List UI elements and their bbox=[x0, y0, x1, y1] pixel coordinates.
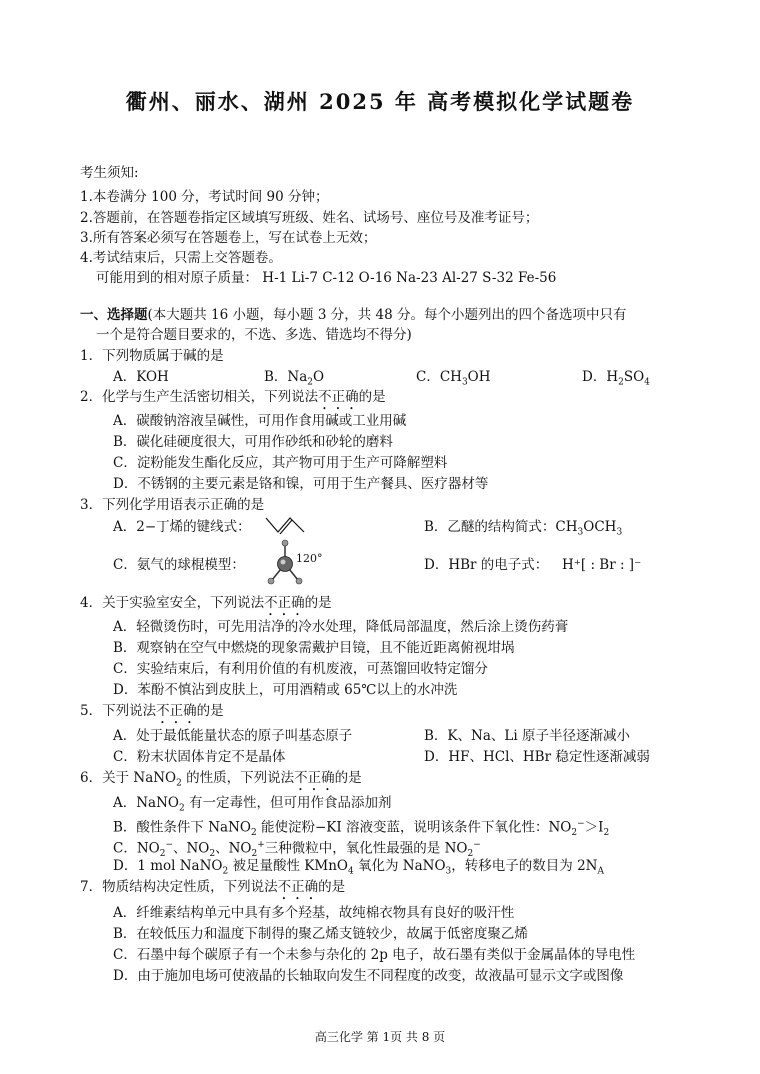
q5-option-a: A．处于最低能量状态的原子叫基态原子 bbox=[113, 728, 353, 744]
atomic-masses: 可能用到的相对原子质量： H-1 Li-7 C-12 O-16 Na-23 Al-27 S-32 Fe-56 bbox=[96, 270, 557, 286]
q6-option-c: C．$NO_2^-$、$NO_2$、$NO_2^+$三种微粒中，氧化性最强的是 $NO_2^-$ bbox=[113, 840, 481, 860]
notice-item-1: 1.本卷满分 100 分，考试时间 90 分钟； bbox=[80, 189, 329, 205]
q1-stem: 1．下列物质属于碱的是 bbox=[80, 348, 224, 364]
q5-option-c: C．粉末状固体肯定不是晶体 bbox=[113, 749, 286, 765]
page-title: 衢州、丽水、湖州 2025 年 高考模拟化学试题卷 bbox=[125, 89, 635, 114]
section-heading bbox=[80, 306, 626, 324]
page-footer: 高三化学 第 1页 共 8 页 bbox=[314, 1030, 446, 1044]
section-heading-line2: 一个是符合题目要求的，不选、多选、错选均不得分) bbox=[96, 327, 412, 343]
q7-option-c: C．石墨中每个碳原子有一个未参与杂化的 2p 电子，故石墨有类似于金属晶体的导电性 bbox=[113, 947, 636, 963]
section-heading-bold: 一、选择题 bbox=[80, 307, 148, 323]
section-heading-rest: (本大题共 16 小题，每小题 3 分，共 48 分。每个小题列出的四个备选项中只有 bbox=[147, 307, 627, 323]
q7-option-a: A．纤维素结构单元中具有多个羟基，故纯棉衣物具有良好的吸汗性 bbox=[113, 905, 515, 921]
q4-option-a: A．轻微烫伤时，可先用洁净的冷水处理，降低局部温度，然后涂上烫伤药膏 bbox=[113, 619, 569, 635]
q2-option-c: C．淀粉能发生酯化反应，其产物可用于生产可降解塑料 bbox=[113, 455, 448, 471]
q6-stem: 6．关于 NaNO$_2$ 的性质，下列说法不正确的是 bbox=[80, 770, 362, 789]
q2-option-d: D．不锈钢的主要元素是铬和镍，可用于生产餐具、医疗器材等 bbox=[113, 476, 489, 492]
q3-bond-angle: 120° bbox=[296, 552, 323, 565]
q4-stem: 4．关于实验室安全，下列说法不正确的是 bbox=[80, 595, 332, 611]
q3-option-b: B．乙醚的结构简式：$CH_3OCH_3$ bbox=[424, 519, 623, 538]
q4-option-c: C．实验结束后，有利用价值的有机废液，可蒸馏回收特定馏分 bbox=[113, 661, 488, 677]
hbr-electron-formula: H⁺[ : Br : ]⁻ bbox=[562, 557, 642, 573]
2-butene-skeletal-formula bbox=[264, 514, 314, 536]
notice-item-4: 4.考试结束后，只需上交答题卷。 bbox=[80, 250, 282, 266]
q3-option-c: C．氨气的球棍模型： bbox=[113, 557, 245, 573]
q6-option-a: A．NaNO$_2$ 有一定毒性，但可用作食品添加剂 bbox=[113, 795, 392, 814]
q4-option-b: B．观察钠在空气中燃烧的现象需戴护目镜，且不能近距离俯视坩埚 bbox=[113, 640, 515, 656]
notice-heading: 考生须知: bbox=[80, 165, 139, 181]
q7-option-b: B．在较低压力和温度下制得的聚乙烯支链较少，故属于低密度聚乙烯 bbox=[113, 926, 528, 942]
q1-option-a: A．KOH bbox=[113, 369, 169, 385]
notice-item-2: 2.答题前，在答题卷指定区域填写班级、姓名、试场号、座位号及准考证号； bbox=[80, 210, 539, 226]
q2-option-b: B．碳化硅硬度很大，可用作砂纸和砂轮的磨料 bbox=[113, 434, 393, 450]
q5-stem: 5．下列说法不正确的是 bbox=[80, 703, 224, 719]
q2-option-a: A．碳酸钠溶液呈碱性，可用作食用碱或工业用碱 bbox=[113, 413, 407, 429]
q3-stem: 3．下列化学用语表示正确的是 bbox=[80, 497, 265, 513]
q1-option-b: B．$Na_2O$ bbox=[264, 369, 325, 388]
q5-option-d: D．HF、HCl、HBr 稳定性逐渐减弱 bbox=[424, 749, 650, 765]
q5-option-b: B．K、Na、Li 原子半径逐渐减小 bbox=[424, 728, 630, 744]
q2-stem: 2．化学与生产生活密切相关，下列说法不正确的是 bbox=[80, 389, 386, 405]
q1-option-c: C．$CH_3OH$ bbox=[416, 369, 491, 388]
q7-option-d: D．由于施加电场可使液晶的长轴取向发生不同程度的改变，故液晶可显示文字或图像 bbox=[113, 968, 624, 984]
q6-option-b: B．酸性条件下 NaNO$_2$ 能使淀粉−KI 溶液变蓝，说明该条件下氧化性：$NO_2^->I_2$ bbox=[113, 819, 610, 839]
notice-item-3: 3.所有答案必须写在答题卷上，写在试卷上无效； bbox=[80, 230, 377, 246]
q3-option-a: A．2−丁烯的键线式： bbox=[113, 519, 251, 535]
q1-option-d: D．$H_2SO_4$ bbox=[582, 369, 650, 388]
q3-option-d: D．HBr 的电子式： bbox=[424, 557, 549, 573]
q4-option-d: D．苯酚不慎沾到皮肤上，可用酒精或 65℃以上的水冲洗 bbox=[113, 682, 458, 698]
q7-stem: 7．物质结构决定性质，下列说法不正确的是 bbox=[80, 879, 346, 895]
q6-option-d: D．1 mol NaNO$_2$ 被足量酸性 KMnO$_4$ 氧化为 NaNO$_3$，转移电子的数目为 $2N_A$ bbox=[113, 858, 604, 877]
